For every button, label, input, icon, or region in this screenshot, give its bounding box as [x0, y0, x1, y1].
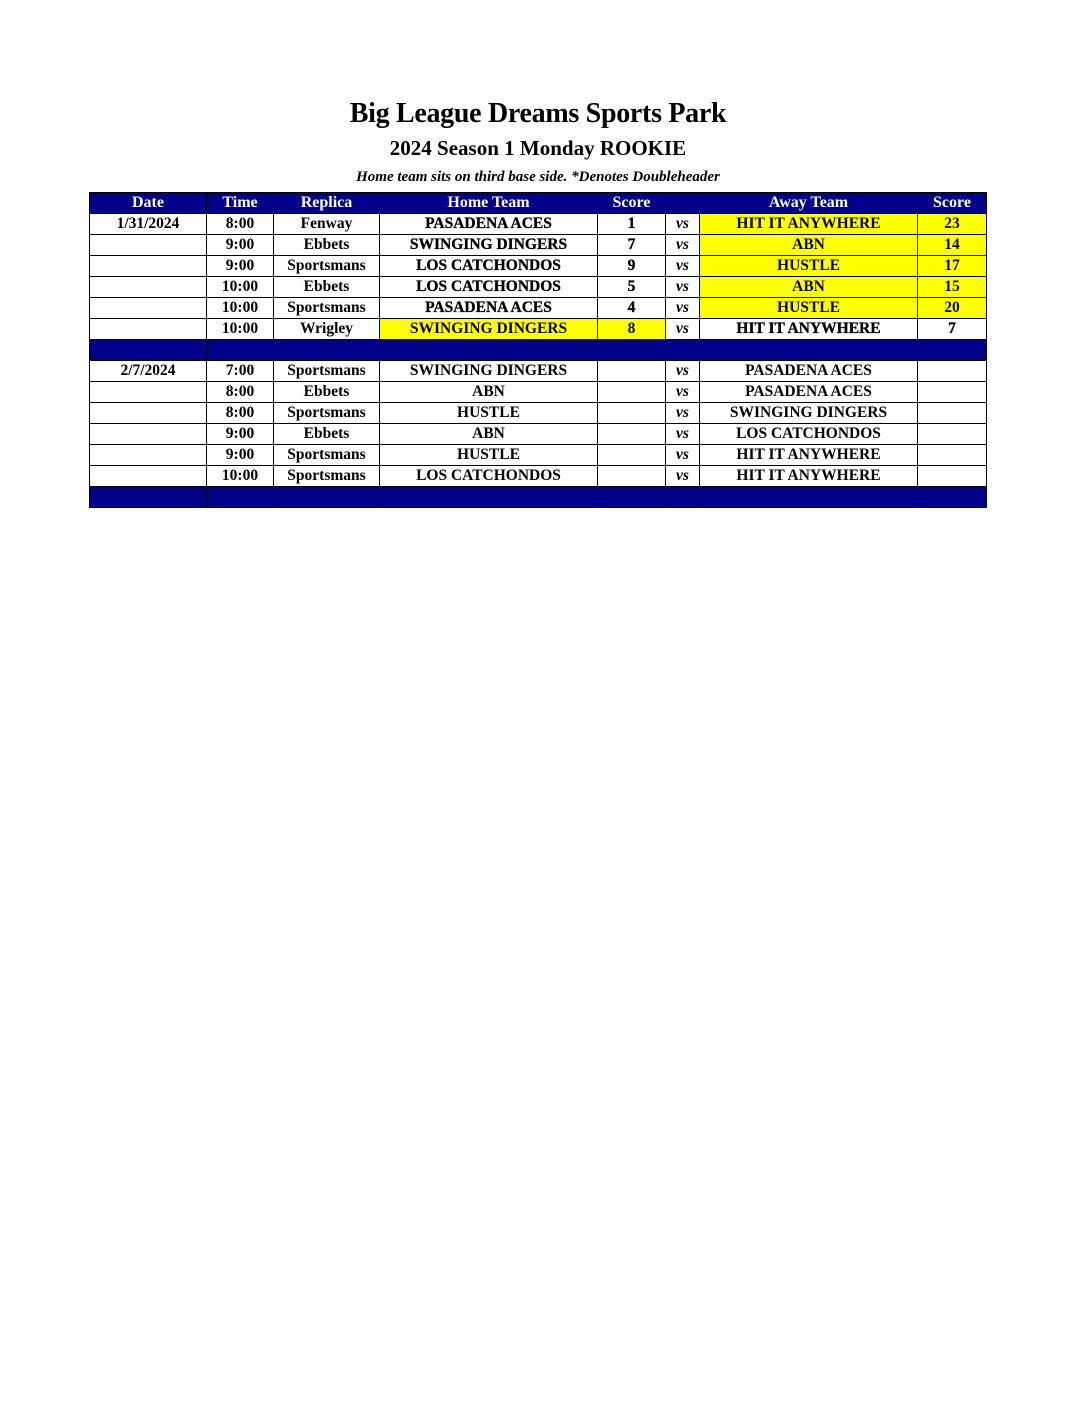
separator-cell: [700, 487, 918, 508]
away-score: 15: [918, 277, 987, 298]
game-replica: Sportsmans: [274, 298, 380, 319]
game-time: 8:00: [207, 214, 274, 235]
game-row: [90, 382, 987, 403]
away-team: LOS CATCHONDOS: [700, 424, 918, 445]
home-team: SWINGING DINGERS: [380, 319, 598, 340]
away-score: [918, 361, 987, 382]
away-score: 20: [918, 298, 987, 319]
home-score: 9: [598, 256, 666, 277]
away-team: HIT IT ANYWHERE: [700, 214, 918, 235]
game-row: [90, 214, 987, 235]
game-replica: Sportsmans: [274, 466, 380, 487]
game-row: [90, 361, 987, 382]
away-score: 17: [918, 256, 987, 277]
separator-cell: [598, 340, 666, 361]
game-time: 9:00: [207, 256, 274, 277]
vs-label: vs: [666, 298, 700, 319]
home-score: [598, 445, 666, 466]
separator-cell: [666, 340, 700, 361]
home-score: 7: [598, 235, 666, 256]
away-score: [918, 445, 987, 466]
vs-label: vs: [666, 424, 700, 445]
game-row: [90, 277, 987, 298]
home-team: SWINGING DINGERS: [380, 235, 598, 256]
game-replica: Ebbets: [274, 382, 380, 403]
home-score: 1: [598, 214, 666, 235]
game-date: [90, 466, 207, 487]
game-time: 8:00: [207, 403, 274, 424]
game-time: 7:00: [207, 361, 274, 382]
separator-cell: [380, 487, 598, 508]
game-date: [90, 256, 207, 277]
column-header-away-team: Away Team: [700, 193, 918, 214]
game-time: 10:00: [207, 277, 274, 298]
game-time: 10:00: [207, 298, 274, 319]
game-replica: Ebbets: [274, 277, 380, 298]
home-score: [598, 361, 666, 382]
home-team: PASADENA ACES: [380, 298, 598, 319]
game-date: 2/7/2024: [90, 361, 207, 382]
away-score: [918, 466, 987, 487]
game-replica: Wrigley: [274, 319, 380, 340]
schedule-note: Home team sits on third base side. *Denotes Doubleheader: [356, 169, 720, 185]
game-replica: Ebbets: [274, 235, 380, 256]
home-score: [598, 403, 666, 424]
week-separator-row: [90, 340, 987, 361]
away-team: HUSTLE: [700, 298, 918, 319]
game-replica: Sportsmans: [274, 445, 380, 466]
home-score: [598, 424, 666, 445]
home-team: SWINGING DINGERS: [380, 361, 598, 382]
column-header-home-score: Score: [598, 193, 666, 214]
separator-cell: [918, 340, 987, 361]
vs-label: vs: [666, 235, 700, 256]
away-team: PASADENA ACES: [700, 361, 918, 382]
home-team: HUSTLE: [380, 403, 598, 424]
game-time: 9:00: [207, 235, 274, 256]
separator-cell: [380, 340, 598, 361]
away-score: [918, 424, 987, 445]
schedule-table: [89, 192, 987, 508]
game-row: [90, 445, 987, 466]
away-team: HIT IT ANYWHERE: [700, 319, 918, 340]
home-score: [598, 382, 666, 403]
home-score: 8: [598, 319, 666, 340]
game-date: 1/31/2024: [90, 214, 207, 235]
home-team: ABN: [380, 424, 598, 445]
game-row: [90, 319, 987, 340]
column-header-vs: [666, 193, 700, 214]
away-score: [918, 382, 987, 403]
home-score: 5: [598, 277, 666, 298]
home-team: LOS CATCHONDOS: [380, 277, 598, 298]
separator-cell: [274, 487, 380, 508]
vs-label: vs: [666, 214, 700, 235]
away-score: [918, 403, 987, 424]
separator-cell: [90, 487, 207, 508]
separator-cell: [207, 340, 274, 361]
home-team: LOS CATCHONDOS: [380, 256, 598, 277]
away-score: 23: [918, 214, 987, 235]
game-time: 10:00: [207, 466, 274, 487]
game-date: [90, 319, 207, 340]
home-score: 4: [598, 298, 666, 319]
home-team: ABN: [380, 382, 598, 403]
header-row: [90, 193, 987, 214]
vs-label: vs: [666, 361, 700, 382]
schedule-body: [90, 214, 987, 508]
game-time: 8:00: [207, 382, 274, 403]
game-replica: Sportsmans: [274, 361, 380, 382]
game-date: [90, 424, 207, 445]
column-header-replica: Replica: [274, 193, 380, 214]
separator-cell: [918, 487, 987, 508]
game-time: 9:00: [207, 445, 274, 466]
game-time: 10:00: [207, 319, 274, 340]
game-date: [90, 235, 207, 256]
game-date: [90, 445, 207, 466]
separator-cell: [207, 487, 274, 508]
week-separator-row: [90, 487, 987, 508]
game-row: [90, 424, 987, 445]
page-subtitle: 2024 Season 1 Monday ROOKIE: [389, 136, 687, 160]
vs-label: vs: [666, 382, 700, 403]
game-replica: Sportsmans: [274, 403, 380, 424]
separator-cell: [90, 340, 207, 361]
game-date: [90, 403, 207, 424]
vs-label: vs: [666, 466, 700, 487]
game-row: [90, 298, 987, 319]
column-header-away-score: Score: [918, 193, 987, 214]
page-title: Big League Dreams Sports Park: [349, 98, 727, 129]
away-score: 14: [918, 235, 987, 256]
vs-label: vs: [666, 403, 700, 424]
game-time: 9:00: [207, 424, 274, 445]
separator-cell: [666, 487, 700, 508]
home-team: PASADENA ACES: [380, 214, 598, 235]
away-team: ABN: [700, 277, 918, 298]
home-team: HUSTLE: [380, 445, 598, 466]
separator-cell: [598, 487, 666, 508]
game-replica: Ebbets: [274, 424, 380, 445]
game-date: [90, 277, 207, 298]
separator-cell: [700, 340, 918, 361]
column-header-time: Time: [207, 193, 274, 214]
vs-label: vs: [666, 277, 700, 298]
away-score: 7: [918, 319, 987, 340]
game-row: [90, 466, 987, 487]
game-date: [90, 298, 207, 319]
home-score: [598, 466, 666, 487]
game-date: [90, 382, 207, 403]
game-replica: Fenway: [274, 214, 380, 235]
vs-label: vs: [666, 445, 700, 466]
game-row: [90, 235, 987, 256]
away-team: HIT IT ANYWHERE: [700, 466, 918, 487]
column-header-home-team: Home Team: [380, 193, 598, 214]
game-replica: Sportsmans: [274, 256, 380, 277]
game-row: [90, 403, 987, 424]
vs-label: vs: [666, 319, 700, 340]
away-team: ABN: [700, 235, 918, 256]
column-header-date: Date: [90, 193, 207, 214]
away-team: HIT IT ANYWHERE: [700, 445, 918, 466]
away-team: HUSTLE: [700, 256, 918, 277]
home-team: LOS CATCHONDOS: [380, 466, 598, 487]
vs-label: vs: [666, 256, 700, 277]
away-team: SWINGING DINGERS: [700, 403, 918, 424]
game-row: [90, 256, 987, 277]
away-team: PASADENA ACES: [700, 382, 918, 403]
separator-cell: [274, 340, 380, 361]
